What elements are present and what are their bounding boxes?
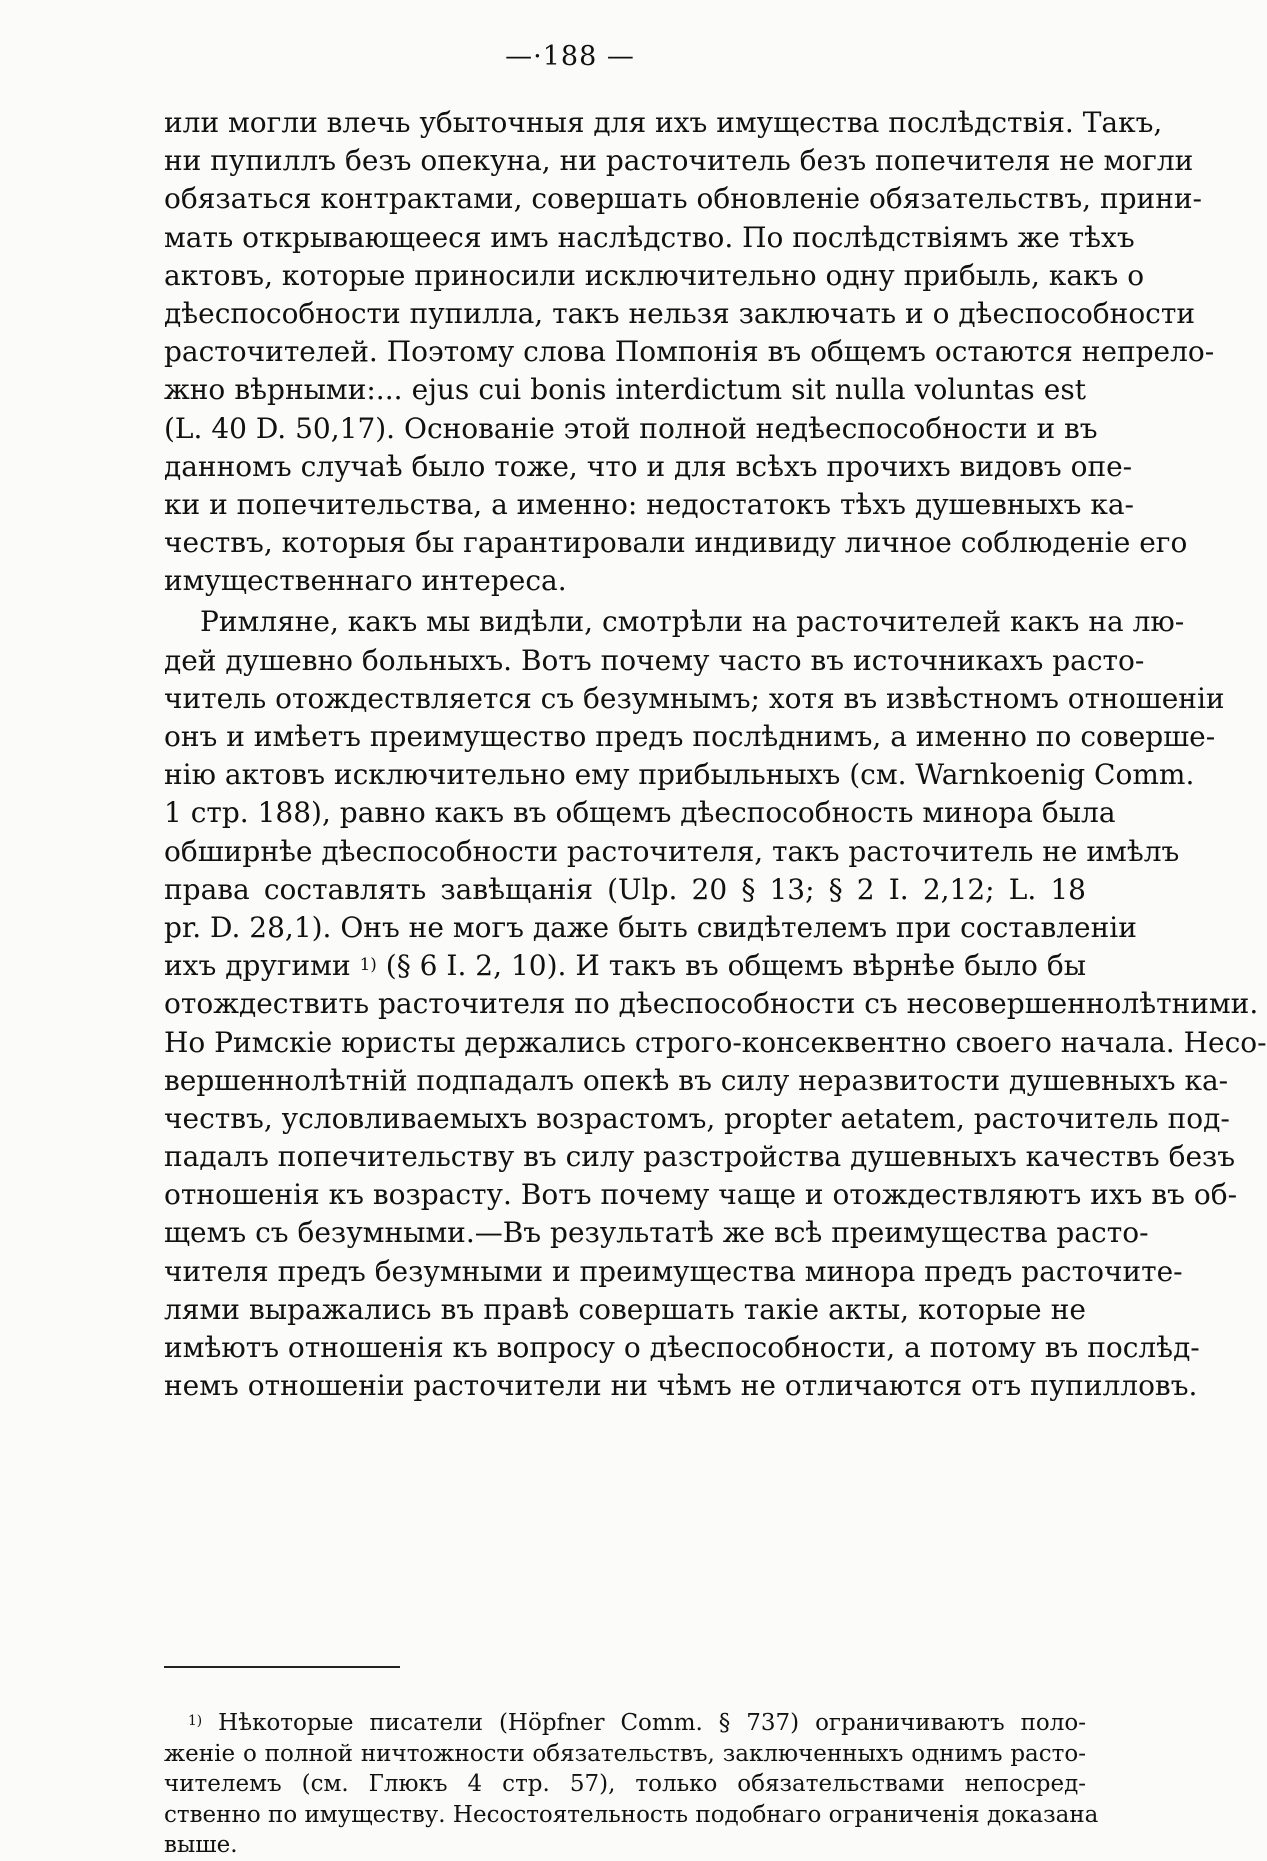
text-line: падалъ попечительству въ силу разстройства душевныхъ качествъ безъ (164, 1140, 1236, 1174)
text-line: чителя предъ безумными и преимущества минора предъ расточите- (164, 1254, 1183, 1288)
text-line: имѣютъ отношенія къ вопросу о дѣеспособности, а потому въ послѣд- (164, 1331, 1200, 1364)
paragraph-2 (164, 603, 1267, 1405)
text-line: данномъ случаѣ было тоже, что и для всѣхъ прочихъ видовъ опе- (164, 449, 1133, 483)
text-line: отождествить расточителя по дѣеспособности съ несовершеннолѣтними. (164, 987, 1259, 1021)
text-line: онъ и имѣетъ преимущество предъ послѣднимъ, а именно по соверше- (164, 720, 1216, 753)
text-line: чествъ, условливаемыхъ возрастомъ, propter aetatem, расточитель под- (164, 1101, 1230, 1135)
text-line: мать открывающееся имъ наслѣдство. По послѣдствіямъ же тѣхъ (164, 220, 1135, 254)
text-line: (L. 40 D. 50,17). Основаніе этой полной недѣеспособности и въ (164, 411, 1098, 445)
footnote-line (164, 1708, 1086, 1739)
paragraph-1 (164, 104, 1215, 600)
text-line: имущественнаго интереса. (164, 564, 567, 598)
footnote-line: чителемъ (см. Глюкъ 4 стр. 57), только обязательствами непосред- (164, 1771, 1086, 1797)
footnote-marker: 1) (188, 1713, 203, 1729)
text-line: pr. D. 28,1). Онъ не могъ даже быть свидѣтелемъ при составленіи (164, 910, 1137, 944)
footnote-line: выше. (164, 1832, 238, 1858)
footnote (164, 1708, 1099, 1861)
text-line: права составлять завѣщанія (Ulp. 20 § 13; § 2 I. 2,12; L. 18 (164, 872, 1086, 906)
text-line: дѣеспособности пупилла, такъ нельзя заключать и о дѣеспособности (164, 296, 1196, 330)
footnote-line: ственно по имуществу. Несостоятельность подобнаго ограниченія доказана (164, 1801, 1099, 1828)
text-line: вершеннолѣтній подпадалъ опекѣ въ силу неразвитости душевныхъ ка- (164, 1063, 1229, 1097)
text-line: расточителей. Поэтому слова Помпонія въ общемъ остаются непрело- (164, 335, 1215, 369)
footnote-divider (164, 1666, 400, 1668)
text-line: чествъ, которыя бы гарантировали индивиду личное соблюденіе его (164, 526, 1188, 560)
text-line: дей душевно больныхъ. Вотъ почему часто въ источникахъ расто- (164, 643, 1145, 677)
text-line: Но Римскіе юристы держались строго-консеквентно своего начала. Несо- (164, 1025, 1267, 1059)
text-line: щемъ съ безумными.—Въ результатѣ же всѣ преимущества расто- (164, 1216, 1149, 1250)
text-line: ки и попечительства, а именно: недостатокъ тѣхъ душевныхъ ка- (164, 487, 1135, 521)
text-line: отношенія къ возрасту. Вотъ почему чаще и отождествляютъ ихъ въ об- (164, 1178, 1238, 1212)
text-line: ни пупиллъ безъ опекуна, ни расточитель безъ попечителя не могли (164, 144, 1194, 178)
text-line: жно вѣрными:... ejus cui bonis interdictum sit nulla voluntas est (164, 373, 1086, 407)
body-text (164, 104, 1267, 1405)
footnote-reference: 1) (359, 954, 377, 975)
text-line: 1 стр. 188), равно какъ въ общемъ дѣеспособность минора была (164, 796, 1116, 830)
text-line-with-footnote (164, 947, 1086, 985)
text-segment: (§ 6 I. 2, 10). И такъ въ общемъ вѣрнѣе было бы (385, 949, 1087, 983)
text-line: обязаться контрактами, совершать обновленіе обязательствъ, прини- (164, 182, 1202, 216)
text-line: лями выражались въ правѣ совершать такіе акты, которые не (164, 1292, 1086, 1326)
text-line: обширнѣе дѣеспособности расточителя, такъ расточитель не имѣлъ (164, 834, 1180, 868)
text-segment: ихъ другими (164, 949, 351, 983)
text-segment: Нѣкоторые писатели (Höpfner Comm. § 737) ограничиваютъ поло- (218, 1710, 1087, 1736)
text-line: немъ отношеніи расточители ни чѣмъ не отличаются отъ пупилловъ. (164, 1369, 1198, 1403)
text-line: Римляне, какъ мы видѣли, смотрѣли на расточителей какъ на лю- (200, 605, 1185, 639)
text-line: или могли влечь убыточныя для ихъ имущества послѣдствія. Такъ, (164, 106, 1163, 139)
text-line: актовъ, которые приносили исключительно одну прибыль, какъ о (164, 258, 1145, 292)
page-number: —·188 — (505, 41, 635, 72)
text-line: нію актовъ исключительно ему прибыльныхъ (см. Warnkoenig Comm. (164, 758, 1195, 792)
footnote-line: женіе о полной ничтожности обязательствъ, заключенныхъ однимъ расто- (164, 1740, 1086, 1767)
text-line: читель отождествляется съ безумнымъ; хотя въ извѣстномъ отношеніи (164, 681, 1225, 715)
